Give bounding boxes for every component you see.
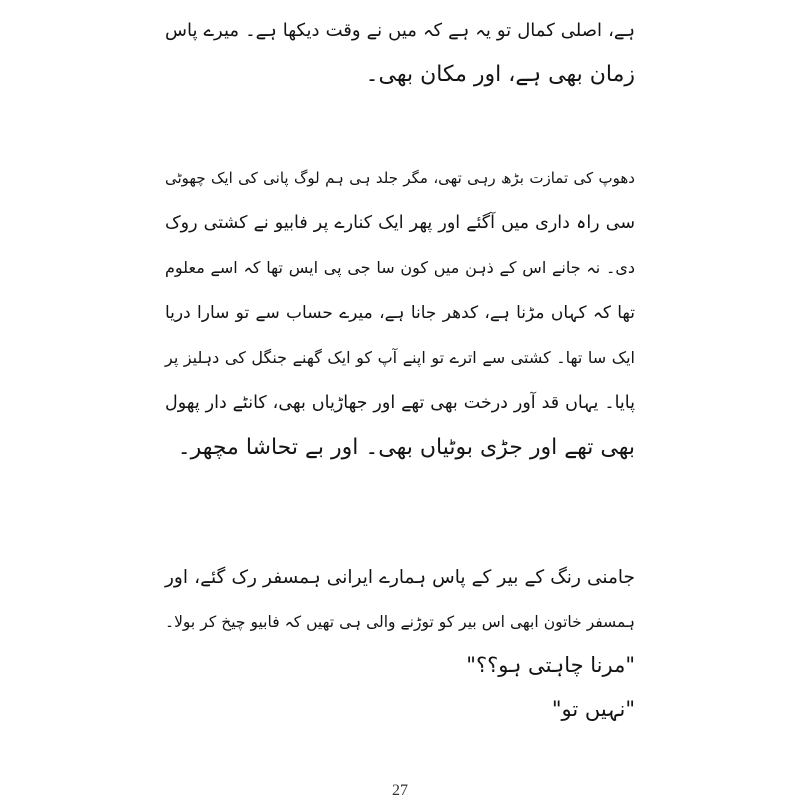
paragraph-2-line-4: تھا کہ کہاں مڑنا ہے، کدھر جانا ہے، میرے حساب سے تو سارا دریا [165,303,635,323]
paragraph-2-line-5: ایک سا تھا۔ کشتی سے اترے تو اپنے آپ کو ایک گھنے جنگل کی دہلیز پر [165,348,635,367]
body-text [165,0,635,800]
paragraph-1-line-1: ہے، اصلی کمال تو یہ ہے کہ میں نے وقت دیکھا ہے۔ میرے پاس [165,20,635,41]
paragraph-2-line-2: سی راہ داری میں آگئے اور پھر ایک کنارے پر فابیو نے کشتی روک [165,213,635,233]
paragraph-2-line-1: دھوپ کی تمازت بڑھ رہی تھی، مگر جلد ہی ہم لوگ پانی کی ایک چھوٹی [165,169,635,187]
paragraph-3-line-2: ہمسفر خاتون ابھی اس بیر کو توڑنے والی ہی تھیں کہ فابیو چیخ کر بولا۔ [165,613,635,631]
paragraph-1-line-2: زمان بھی ہے، اور مکان بھی۔ [365,62,635,87]
page-number: 27 [392,782,408,799]
paragraph-2-line-3: دی۔ نہ جانے اس کے ذہن میں کون سا جی پی ایس تھا کہ اسے معلوم [165,258,635,277]
paragraph-3-line-1: جامنی رنگ کے بیر کے پاس ہمارے ایرانی ہمسفر رک گئے، اور [165,567,635,588]
dialog-line-1: "مرنا چاہتی ہو؟؟" [466,653,635,677]
paragraph-2-line-7: بھی تھے اور جڑی بوٹیاں بھی۔ اور بے تحاشا مچھر۔ [177,435,635,460]
dialog-line-2: "نہیں تو" [551,697,635,721]
paragraph-2-line-6: پایا۔ یہاں قد آور درخت بھی تھے اور جھاڑیاں بھی، کانٹے دار پھول [165,393,635,413]
